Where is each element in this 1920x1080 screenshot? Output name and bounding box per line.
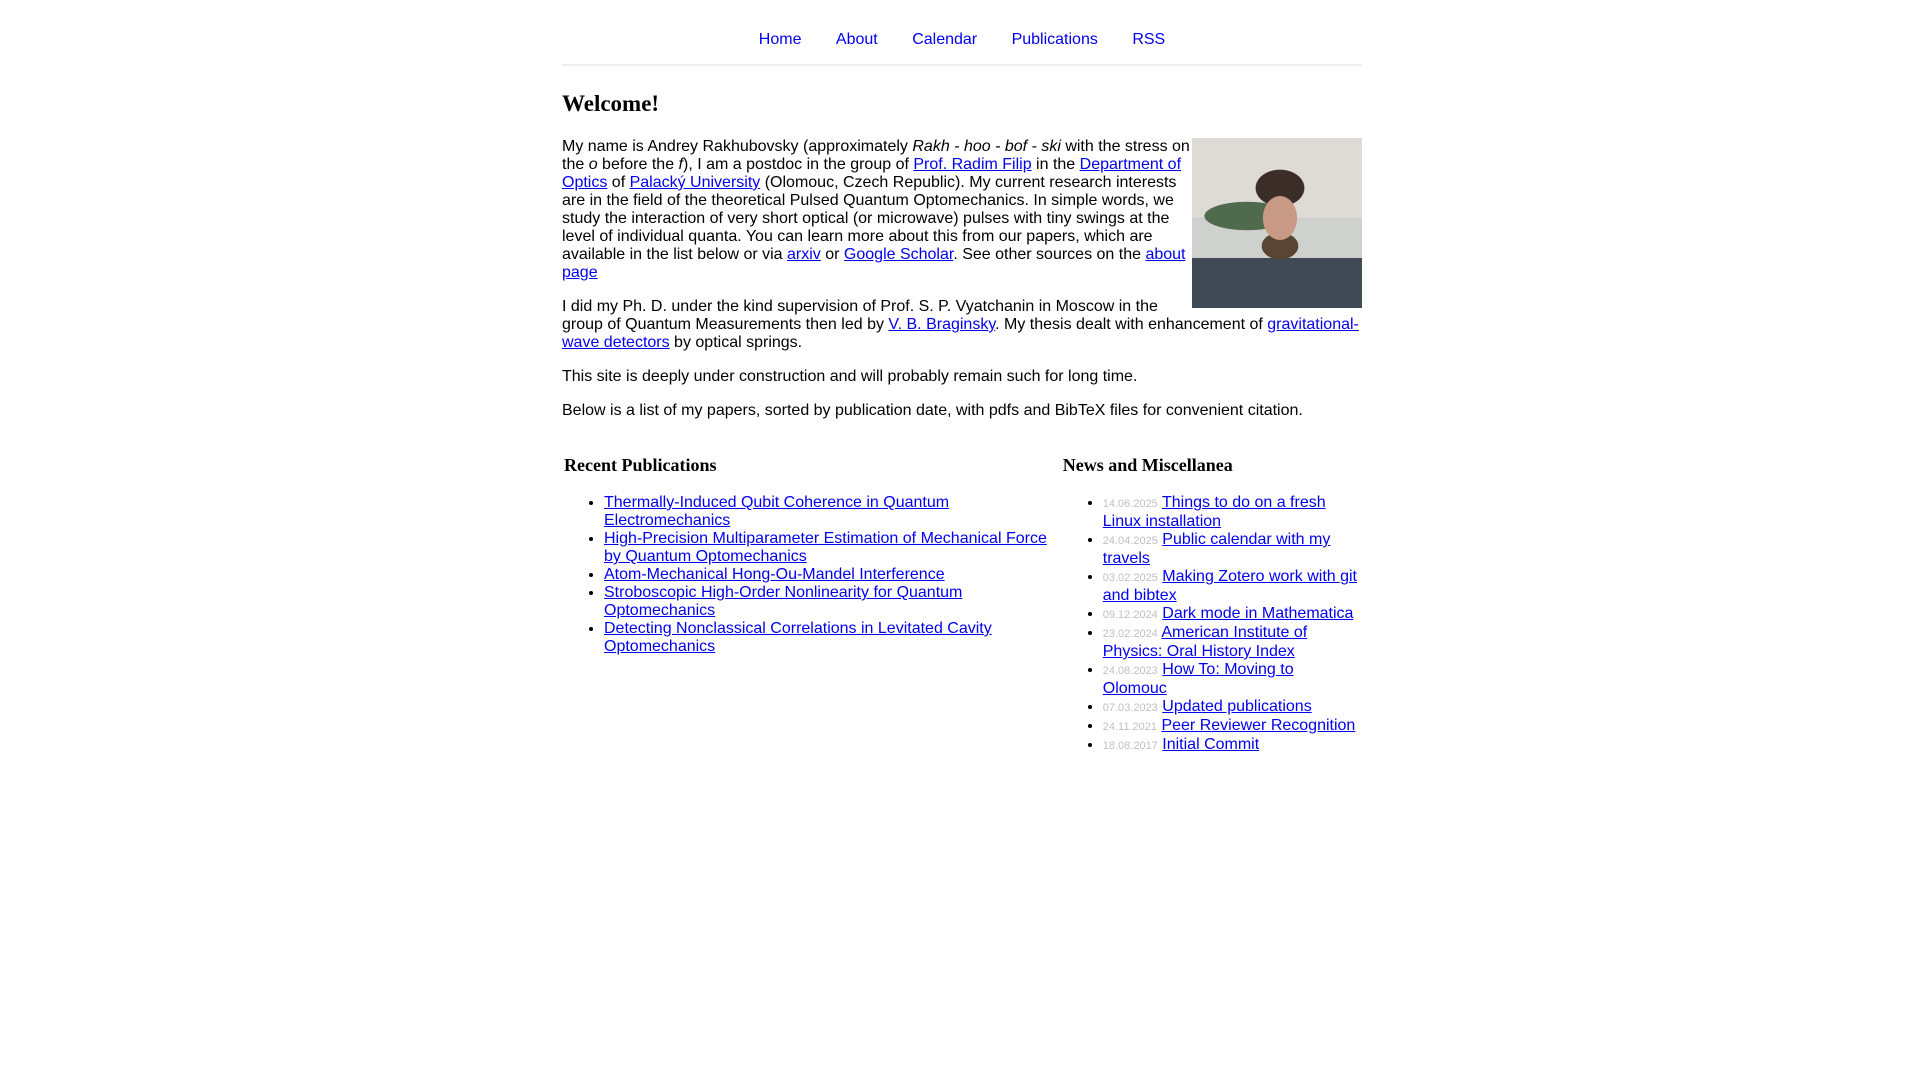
text: . My thesis dealt with enhancement of bbox=[995, 316, 1268, 333]
publication-link[interactable]: Atom-Mechanical Hong-Ou-Mandel Interference bbox=[604, 566, 945, 583]
list-item bbox=[604, 584, 1063, 620]
news-date: 07.03.2023 bbox=[1102, 702, 1158, 714]
list-item bbox=[1103, 494, 1362, 531]
news-link[interactable]: How To: Moving to Olomouc bbox=[1102, 661, 1294, 697]
news-list bbox=[1063, 494, 1362, 755]
news-section bbox=[1063, 454, 1362, 755]
news-date: 23.02.2024 bbox=[1102, 628, 1158, 640]
list-item bbox=[1103, 531, 1362, 568]
news-date: 14.06.2025 bbox=[1102, 498, 1158, 510]
publications-heading: Recent Publications bbox=[564, 455, 717, 475]
text: My name is Andrey Rakhubovsky (approximately bbox=[562, 138, 913, 155]
text: ), I am a postdoc in the group of bbox=[683, 156, 914, 173]
news-link[interactable]: Peer Reviewer Recognition bbox=[1161, 717, 1356, 734]
list-item bbox=[1103, 698, 1362, 717]
list-item bbox=[604, 620, 1063, 656]
publications-section bbox=[562, 454, 1063, 755]
top-nav bbox=[562, 0, 1362, 66]
link-braginsky[interactable]: V. B. Braginsky bbox=[888, 316, 996, 333]
page-container bbox=[562, 0, 1362, 755]
text: I did my Ph. D. under the kind supervision of Prof. S. P. Vyatchanin in Moscow in the group of Quantum Measurements then led by bbox=[562, 298, 1158, 333]
list-item bbox=[1103, 605, 1362, 624]
nav-publications[interactable]: Publications bbox=[1011, 31, 1098, 48]
text: (Olomouc, Czech Republic). My current research interests are in the field of the theoretical Pulsed Quantum Optomechanics. In simple words, we study the interaction of very short optical (or microwave) pulses with tiny swings at the level of individual quanta. You can learn more about this from our papers, which are available in the list below or via bbox=[562, 174, 1177, 263]
list-item bbox=[1103, 568, 1362, 605]
page-title: Welcome! bbox=[562, 91, 660, 116]
list-item bbox=[1103, 717, 1362, 736]
list-item bbox=[1103, 661, 1362, 698]
link-google-scholar[interactable]: Google Scholar bbox=[843, 246, 954, 263]
letter-o: o bbox=[588, 156, 598, 173]
pronunciation: Rakh - hoo - bof - ski bbox=[912, 138, 1061, 155]
link-arxiv[interactable]: arxiv bbox=[787, 246, 821, 263]
text: in the bbox=[1031, 156, 1080, 173]
nav-about[interactable]: About bbox=[835, 31, 878, 48]
link-palacky-university[interactable]: Palacký University bbox=[629, 174, 761, 191]
papers-paragraph: Below is a list of my papers, sorted by publication date, with pdfs and BibTeX files for convenient citation. bbox=[562, 402, 1303, 419]
profile-photo bbox=[1192, 138, 1362, 308]
news-heading: News and Miscellanea bbox=[1062, 455, 1233, 475]
text: before the bbox=[597, 156, 679, 173]
letter-f: f bbox=[678, 156, 683, 173]
news-date: 24.11.2021 bbox=[1102, 721, 1157, 733]
news-link[interactable]: Initial Commit bbox=[1162, 736, 1260, 753]
list-item bbox=[604, 566, 1063, 584]
list-item bbox=[1103, 624, 1362, 661]
news-date: 18.08.2017 bbox=[1102, 740, 1158, 752]
news-link[interactable]: Things to do on a fresh Linux installation bbox=[1102, 494, 1326, 530]
text: of bbox=[607, 174, 630, 191]
publication-link[interactable]: Detecting Nonclassical Correlations in Levitated Cavity Optomechanics bbox=[604, 620, 992, 655]
publication-link[interactable]: Stroboscopic High-Order Nonlinearity for Quantum Optomechanics bbox=[604, 584, 963, 619]
news-link[interactable]: Updated publications bbox=[1162, 698, 1312, 715]
publication-link[interactable]: High-Precision Multiparameter Estimation of Mechanical Force by Quantum Optomechanics bbox=[604, 530, 1047, 565]
list-item bbox=[1103, 736, 1362, 755]
intro-section bbox=[562, 138, 1362, 420]
nav-home[interactable]: Home bbox=[758, 31, 802, 48]
two-columns bbox=[562, 454, 1362, 755]
link-radim-filip[interactable]: Prof. Radim Filip bbox=[913, 156, 1032, 173]
construction-paragraph: This site is deeply under construction and will probably remain such for long time. bbox=[562, 368, 1138, 385]
link-gw-detectors[interactable]: gravitational-wave detectors bbox=[562, 316, 1359, 351]
publications-list bbox=[564, 494, 1063, 656]
link-department-optics[interactable]: Department of Optics bbox=[562, 156, 1182, 191]
text: or bbox=[820, 246, 844, 263]
text: by optical springs. bbox=[669, 334, 803, 351]
news-date: 03.02.2025 bbox=[1102, 572, 1158, 584]
news-link[interactable]: Public calendar with my travels bbox=[1102, 531, 1331, 567]
publication-link[interactable]: Thermally-Induced Qubit Coherence in Quantum Electromechanics bbox=[604, 494, 950, 529]
news-link[interactable]: Making Zotero work with git and bibtex bbox=[1102, 568, 1357, 604]
text: with the stress on the bbox=[562, 138, 1190, 173]
news-link[interactable]: American Institute of Physics: Oral History Index bbox=[1102, 624, 1308, 660]
news-date: 24.08.2023 bbox=[1102, 665, 1158, 677]
text: . See other sources on the bbox=[953, 246, 1146, 263]
news-link[interactable]: Dark mode in Mathematica bbox=[1162, 605, 1354, 622]
news-date: 24.04.2025 bbox=[1102, 535, 1158, 547]
nav-calendar[interactable]: Calendar bbox=[912, 31, 978, 48]
nav-rss[interactable]: RSS bbox=[1132, 31, 1166, 48]
list-item bbox=[604, 494, 1063, 530]
link-about-page[interactable]: about page bbox=[562, 246, 1186, 281]
news-date: 09.12.2024 bbox=[1102, 609, 1158, 621]
list-item bbox=[604, 530, 1063, 566]
